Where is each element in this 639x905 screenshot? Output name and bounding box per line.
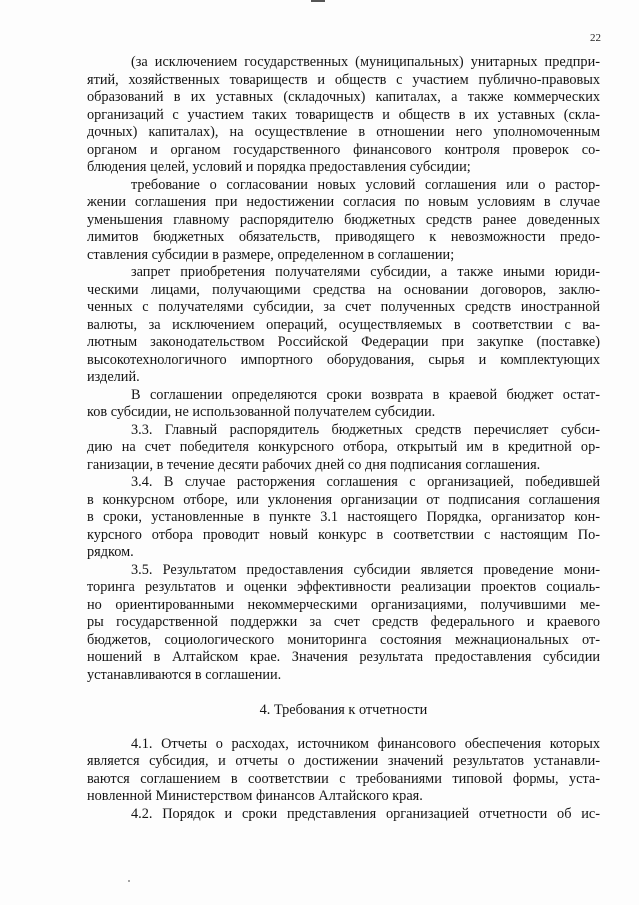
text-line: курсного отбора проводит новый конкурс в соответствии с настоящим По- xyxy=(87,526,600,543)
text-line: ков субсидии, не использованной получателем субсидии. xyxy=(87,404,436,420)
text-line: рядком. xyxy=(87,544,134,560)
scan-mark xyxy=(311,0,325,2)
paragraph xyxy=(87,474,600,562)
text-line: организаций с участием таких товариществ и обществ в их уставных (скла- xyxy=(87,106,600,123)
text-line: ры государственной поддержки за счет средств федерального и краевого xyxy=(87,614,600,630)
paragraph xyxy=(87,736,600,806)
text-line: дочных) капиталах), на осуществление в отношении него уполномоченным xyxy=(87,124,600,140)
text-line: (за исключением государственных (муниципальных) унитарных предпри- xyxy=(131,54,600,70)
text-line: ганизации, в течение десяти рабочих дней со дня подписания соглашения. xyxy=(87,456,541,473)
scan-speck xyxy=(128,880,130,882)
text-line: запрет приобретения получателями субсидии, а также иными юриди- xyxy=(131,264,600,280)
text-line: 4.1. Отчеты о расходах, источником финансового обеспечения которых xyxy=(131,735,600,752)
text-line: бюджетов, социологического мониторинга состояния межнациональных от- xyxy=(87,631,600,648)
page-number: 22 xyxy=(590,32,601,44)
text-line: в конкурсном отборе, или уклонения организации от подписания соглашения xyxy=(87,491,600,508)
paragraph xyxy=(87,562,600,685)
text-line: требование о согласовании новых условий соглашения или о растор- xyxy=(131,176,600,193)
text-line: уменьшения главному распорядителю бюджетных средств ранее доведенных xyxy=(87,211,600,228)
text-line: блюдения целей, условий и порядка предоставления субсидии; xyxy=(87,159,471,175)
text-line: дию на счет победителя конкурсного отбора, открытый им в кредитной ор- xyxy=(87,439,600,455)
paragraph xyxy=(87,422,600,475)
paragraph xyxy=(87,806,600,824)
text-line: высокотехнологичного импортного оборудования, сырья и комплектующих xyxy=(87,351,600,368)
text-line: ченных с получателями субсидии, за счет полученных средств иностранной xyxy=(87,299,600,315)
text-line: лимитов бюджетных обязательств, приводящего к невозможности предо- xyxy=(87,229,600,245)
text-line: ческими лицами, получающими средства на основании договоров, заклю- xyxy=(87,281,600,298)
text-line: ваются соглашением в соответствии с требованиями типовой формы, уста- xyxy=(87,770,600,787)
section-3-paragraphs xyxy=(87,54,600,684)
paragraph xyxy=(87,54,600,177)
document-body xyxy=(87,54,600,823)
text-line: является субсидия, и отчеты о достижении значений результатов устанавли- xyxy=(87,753,600,769)
section-heading: 4. Требования к отчетности xyxy=(259,702,428,718)
text-line: органом и органом государственного финансового контроля проверок со- xyxy=(87,141,600,158)
section-4-paragraphs xyxy=(87,736,600,824)
text-line: торинга результатов и оценки эффективности реализации проектов социаль- xyxy=(87,579,600,595)
text-line: лютным законодательством Российской Федерации при закупке (поставке) xyxy=(87,334,600,350)
text-line: жении соглашения при недостижении согласия по новым условиям в случае xyxy=(87,194,600,210)
paragraph xyxy=(87,177,600,265)
text-line: ятий, хозяйственных товариществ и обществ с участием публично-правовых xyxy=(87,71,600,88)
text-line: 3.4. В случае расторжения соглашения с организацией, победившей xyxy=(131,474,600,490)
paragraph xyxy=(87,387,600,422)
text-line: но ориентированными некоммерческими организациями, получившими ме- xyxy=(87,596,600,613)
text-line: 3.5. Результатом предоставления субсидии является проведение мони- xyxy=(131,561,600,578)
text-line: ношений в Алтайском крае. Значения результата предоставления субсидии xyxy=(87,649,600,665)
text-line: образований в их уставных (складочных) капиталах, а также коммерческих xyxy=(87,89,600,105)
text-line: в сроки, установленные в пункте 3.1 настоящего Порядка, организатор кон- xyxy=(87,509,600,525)
text-line: 4.2. Порядок и сроки представления организацией отчетности об ис- xyxy=(131,805,600,822)
text-line: В соглашении определяются сроки возврата в краевой бюджет остат- xyxy=(131,386,600,403)
text-line: 3.3. Главный распорядитель бюджетных средств перечисляет субси- xyxy=(131,421,600,438)
text-line: ставления субсидии в размере, определенном в соглашении; xyxy=(87,246,455,263)
paragraph xyxy=(87,264,600,387)
text-line: новленной Министерством финансов Алтайского края. xyxy=(87,788,423,804)
text-line: валюты, за исключением операций, осуществляемых в соответствии с ва- xyxy=(87,316,600,333)
text-line: устанавливаются в соглашении. xyxy=(87,666,282,683)
text-line: изделий. xyxy=(87,369,140,385)
